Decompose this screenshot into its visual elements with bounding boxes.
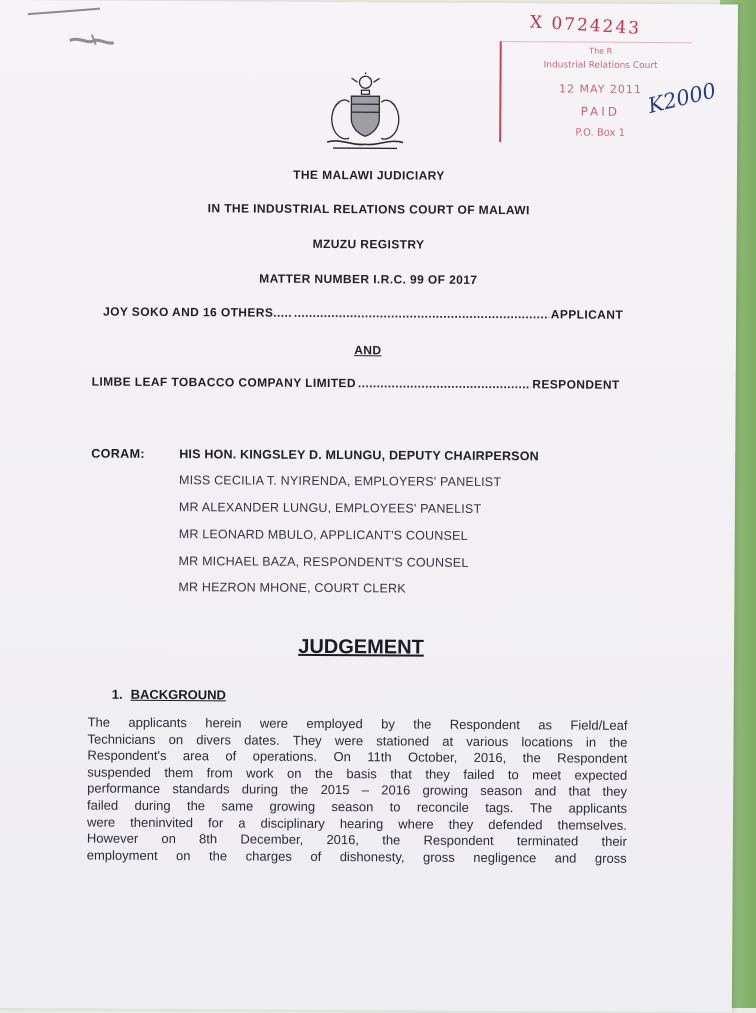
paragraph-line: employment on the charges of dishonesty, gross negligence and gross xyxy=(86,847,627,866)
handwritten-amount: K2000 xyxy=(645,78,719,118)
and-separator: AND xyxy=(354,343,382,358)
coram-member: MR ALEXANDER LUNGU, EMPLOYEES' PANELIST xyxy=(178,500,482,516)
coram-member: MR LEONARD MBULO, APPLICANT'S COUNSEL xyxy=(178,527,468,543)
matter-number: MATTER NUMBER I.R.C. 99 OF 2017 xyxy=(259,271,478,287)
leader-dots xyxy=(358,376,530,391)
stamp-court-name: Industrial Relations Court xyxy=(543,60,658,72)
judiciary-heading: THE MALAWI JUDICIARY xyxy=(293,167,445,183)
paragraph-line: suspended them from work on the basis that they failed to meet expected xyxy=(87,764,628,783)
court-stamp xyxy=(499,11,720,152)
applicant-role: APPLICANT xyxy=(550,307,624,322)
section-number: 1. xyxy=(111,686,123,702)
paragraph-line: Technicians on divers dates. They were stationed at various locations in the xyxy=(87,731,628,750)
respondent-line xyxy=(92,375,620,392)
coat-of-arms-icon xyxy=(321,72,409,153)
stamp-status: PAID xyxy=(580,104,621,119)
court-heading: IN THE INDUSTRIAL RELATIONS COURT OF MALAWI xyxy=(207,201,530,218)
judgement-title: JUDGEMENT xyxy=(298,635,424,659)
paragraph-line: Respondent's area of operations. On 11th October, 2016, the Respondent xyxy=(87,747,628,767)
stamp-date: 12 MAY 2011 xyxy=(558,82,642,96)
pen-mark-icon xyxy=(22,4,132,65)
section-title: BACKGROUND xyxy=(130,686,226,703)
paragraph-line: performance standards during the 2015 – 2016 growing season and that they xyxy=(87,780,628,800)
stamp-reference: X 0724243 xyxy=(529,12,642,39)
leader-dots xyxy=(294,306,549,322)
paragraph-line: However on 8th December, 2016, the Respondent terminated their xyxy=(86,830,627,850)
respondent-name: LIMBE LEAF TOBACCO COMPANY LIMITED xyxy=(91,374,356,391)
respondent-role: RESPONDENT xyxy=(532,377,620,392)
coram-member: MR MICHAEL BAZA, RESPONDENT'S COUNSEL xyxy=(178,554,469,570)
section-heading xyxy=(112,687,226,703)
paragraph-line: failed during the same growing season to reconcile tags. The applicants xyxy=(87,797,628,816)
registry-heading: MZUZU REGISTRY xyxy=(312,236,425,252)
applicant-line xyxy=(103,305,623,322)
paragraph-line: were theninvited for a disciplinary hearing where they defended themselves. xyxy=(86,814,627,833)
paragraph-line: The applicants herein were employed by the Respondent as Field/Leaf xyxy=(87,714,628,733)
coram-member: MISS CECILIA T. NYIRENDA, EMPLOYERS' PANELIST xyxy=(179,473,502,490)
applicant-name: JOY SOKO AND 16 OTHERS..... xyxy=(103,304,292,320)
stamp-line-1: The R xyxy=(589,46,613,56)
background-paragraph xyxy=(87,715,628,868)
coram-label: CORAM: xyxy=(91,446,146,461)
coram-member: HIS HON. KINGSLEY D. MLUNGU, DEPUTY CHAIRPERSON xyxy=(179,447,539,464)
stamp-box-number: P.O. Box 1 xyxy=(575,127,626,139)
coram-member: MR HEZRON MHONE, COURT CLERK xyxy=(178,580,406,596)
